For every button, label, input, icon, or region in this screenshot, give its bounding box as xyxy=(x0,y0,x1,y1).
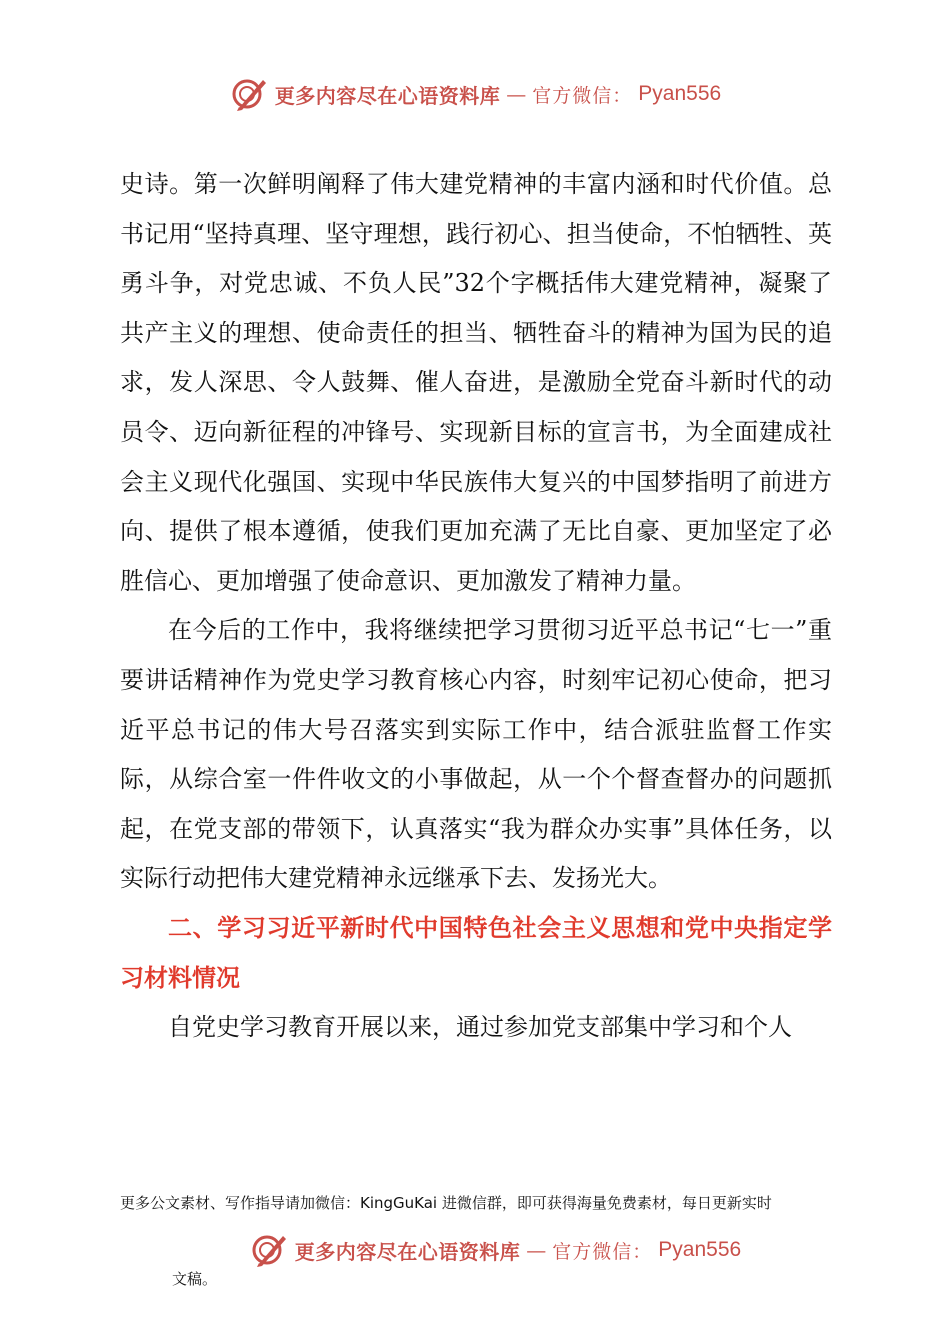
banner-title: 更多内容尽在心语资料库 xyxy=(294,1239,521,1264)
paragraph: 自党史学习教育开展以来，通过参加党支部集中学习和个人 xyxy=(168,1013,792,1042)
document-body xyxy=(120,160,832,1053)
banner-wechat-label: 官方微信： xyxy=(532,84,633,107)
footer-note: 更多公文素材、写作指导请加微信：KingGuKai 进微信群，即可获得海量免费素材，每日更新实时 xyxy=(120,1194,772,1212)
banner-wechat-id: Pyan556 xyxy=(638,82,722,105)
top-banner xyxy=(0,74,950,114)
banner-title: 更多内容尽在心语资料库 xyxy=(274,83,501,108)
footer-note-end: 文稿。 xyxy=(172,1270,218,1288)
banner-wechat-label: 官方微信： xyxy=(552,1240,653,1263)
paragraph: 史诗。第一次鲜明阐释了伟大建党精神的丰富内涵和时代价值。总书记用“坚持真理、坚守理想，践行初心、担当使命，不怕牺牲、英勇斗争，对党忠诚、不负人民”32个字概括伟大建党精神，凝聚了共产主义的理想、使命责任的担当、牺牲奋斗的精神为国为民的追求，发人深思、令人鼓舞、催人奋进，是激励全党奋斗新时代的动员令、迈向新征程的冲锋号、实现新目标的宣言书，为全面建成社会主义现代化强国、实现中华民族伟大复兴的中国梦指明了前进方向、提供了根本遵循，使我们更加充满了无比自豪、更加坚定了必胜信心、更加增强了使命意识、更加激发了精神力量。 xyxy=(120,170,832,595)
banner-wechat-id: Pyan556 xyxy=(658,1238,742,1261)
banner-dash: — xyxy=(526,1238,547,1262)
bottom-banner xyxy=(0,1230,950,1270)
pen-logo-icon xyxy=(249,1230,289,1270)
banner-dash: — xyxy=(506,82,527,106)
pen-logo-icon xyxy=(229,74,269,114)
paragraph: 在今后的工作中，我将继续把学习贯彻习近平总书记“七一”重要讲话精神作为党史学习教育核心内容，时刻牢记初心使命，把习近平总书记的伟大号召落实到实际工作中，结合派驻监督工作实际，从综合室一件件收文的小事做起，从一个个督查督办的问题抓起，在党支部的带领下，认真落实“我为群众办实事”具体任务，以实际行动把伟大建党精神永远继承下去、发扬光大。 xyxy=(120,616,832,893)
section-heading: 二、学习习近平新时代中国特色社会主义思想和党中央指定学习材料情况 xyxy=(120,913,832,992)
